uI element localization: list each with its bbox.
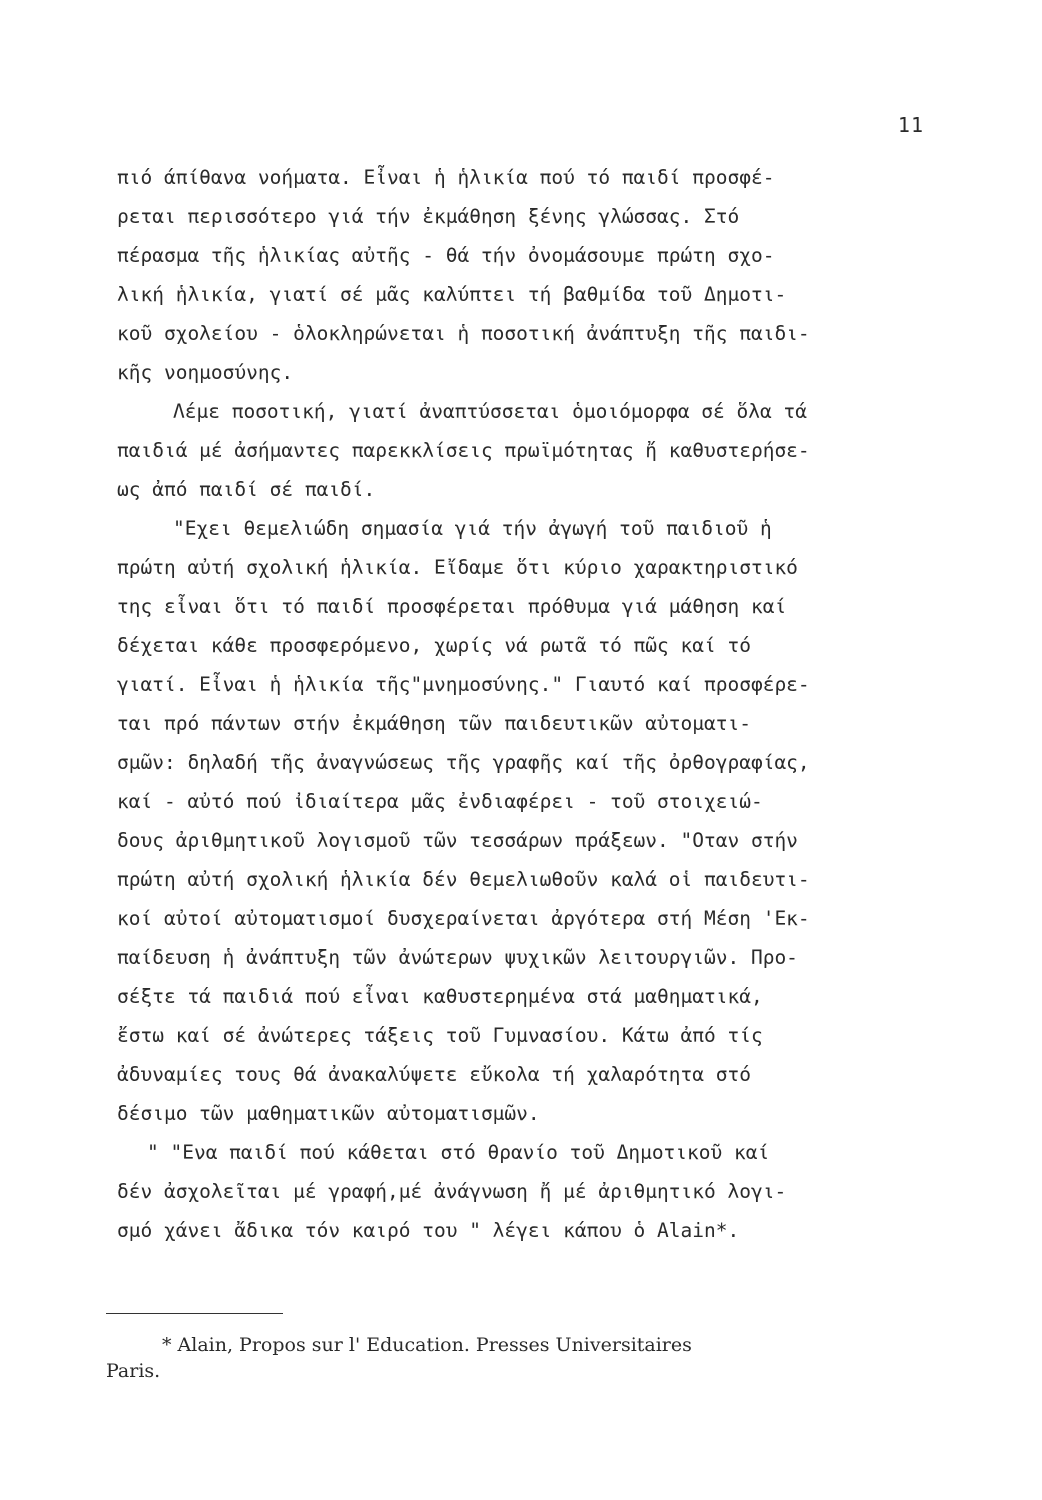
text-line: της εἶναι ὅτι τό παιδί προσφέρεται πρόθυμα γιά μάθηση καί	[117, 595, 787, 618]
text-line: σμό χάνει ἄδικα τόν καιρό του " λέγει κάπου ὁ Alain*.	[117, 1219, 740, 1242]
text-line: ἔστω καί σέ ἀνώτερες τάξεις τοῦ Γυμνασίου. Κάτω ἀπό τίς	[117, 1024, 763, 1047]
text-line: ρεται περισσότερο γιά τήν ἐκμάθηση ξένης γλώσσας. Στό	[117, 205, 740, 228]
footnote-divider	[106, 1313, 283, 1314]
footnote-line: Paris.	[106, 1360, 161, 1382]
text-line: δέν ἀσχολεῖται μέ γραφή,μέ ἀνάγνωση ἤ μέ ἀριθμητικό λογι-	[117, 1180, 787, 1203]
text-line: λική ἡλικία, γιατί σέ μᾶς καλύπτει τή βαθμίδα τοῦ Δημοτι-	[117, 283, 787, 306]
text-line: δέσιμο τῶν μαθηματικῶν αὐτοματισμῶν.	[117, 1102, 540, 1125]
text-line: δους ἀριθμητικοῦ λογισμοῦ τῶν τεσσάρων πράξεων. "Οταν στήν	[117, 829, 798, 852]
footnote-line: * Alain, Propos sur l' Education. Presses Universitaires	[162, 1334, 692, 1356]
body-text	[117, 158, 937, 1250]
text-line: κοί αὐτοί αὐτοματισμοί δυσχεραίνεται ἀργότερα στή Μέση 'Εκ-	[117, 907, 810, 930]
text-line: "Εχει θεμελιώδη σημασία γιά τήν ἀγωγή τοῦ παιδιοῦ ἡ	[173, 517, 772, 540]
text-line: καί - αὐτό πού ἰδιαίτερα μᾶς ἐνδιαφέρει - τοῦ στοιχειώ-	[117, 790, 763, 813]
text-line: πέρασμα τῆς ἡλικίας αὐτῆς - θά τήν ὀνομάσουμε πρώτη σχο-	[117, 244, 775, 267]
text-line: ται πρό πάντων στήν ἐκμάθηση τῶν παιδευτικῶν αὐτοματι-	[117, 712, 751, 735]
text-line: κοῦ σχολείου - ὁλοκληρώνεται ἡ ποσοτική ἀνάπτυξη τῆς παιδι-	[117, 322, 810, 345]
text-line: πρώτη αὐτή σχολική ἡλικία δέν θεμελιωθοῦν καλά οἱ παιδευτι-	[117, 868, 810, 891]
text-line: ἀδυναμίες τους θά ἀνακαλύψετε εὔκολα τή χαλαρότητα στό	[117, 1063, 751, 1086]
text-line: σμῶν: δηλαδή τῆς ἀναγνώσεως τῆς γραφῆς καί τῆς ὀρθογραφίας,	[117, 751, 810, 774]
text-line: πρώτη αὐτή σχολική ἡλικία. Εἴδαμε ὅτι κύριο χαρακτηριστικό	[117, 556, 798, 579]
text-line: πιό άπίθανα νοήματα. Εἶναι ἡ ἡλικία πού τό παιδί προσφέ-	[117, 166, 775, 189]
footnote	[106, 1332, 986, 1384]
text-line: σέξτε τά παιδιά πού εἶναι καθυστερημένα στά μαθηματικά,	[117, 985, 763, 1008]
text-line: κῆς νοημοσύνης.	[117, 361, 294, 384]
text-line: ως ἀπό παιδί σέ παιδί.	[117, 478, 376, 501]
page-number: 11	[897, 113, 924, 137]
text-line: δέχεται κάθε προσφερόμενο, χωρίς νά ρωτᾶ τό πῶς καί τό	[117, 634, 751, 657]
text-line: Λέμε ποσοτική, γιατί ἀναπτύσσεται ὁμοιόμορφα σέ ὅλα τά	[173, 400, 807, 423]
text-line: γιατί. Εἶναι ἡ ἡλικία τῆς"μνημοσύνης." Γιαυτό καί προσφέρε-	[117, 673, 810, 696]
text-line: " "Ενα παιδί πού κάθεται στό θρανίο τοῦ Δημοτικοῦ καί	[147, 1141, 770, 1164]
text-line: παιδιά μέ ἀσήμαντες παρεκκλίσεις πρωϊμότητας ἤ καθυστερήσε-	[117, 439, 810, 462]
text-line: παίδευση ἡ ἀνάπτυξη τῶν ἀνώτερων ψυχικῶν λειτουργιῶν. Προ-	[117, 946, 798, 969]
